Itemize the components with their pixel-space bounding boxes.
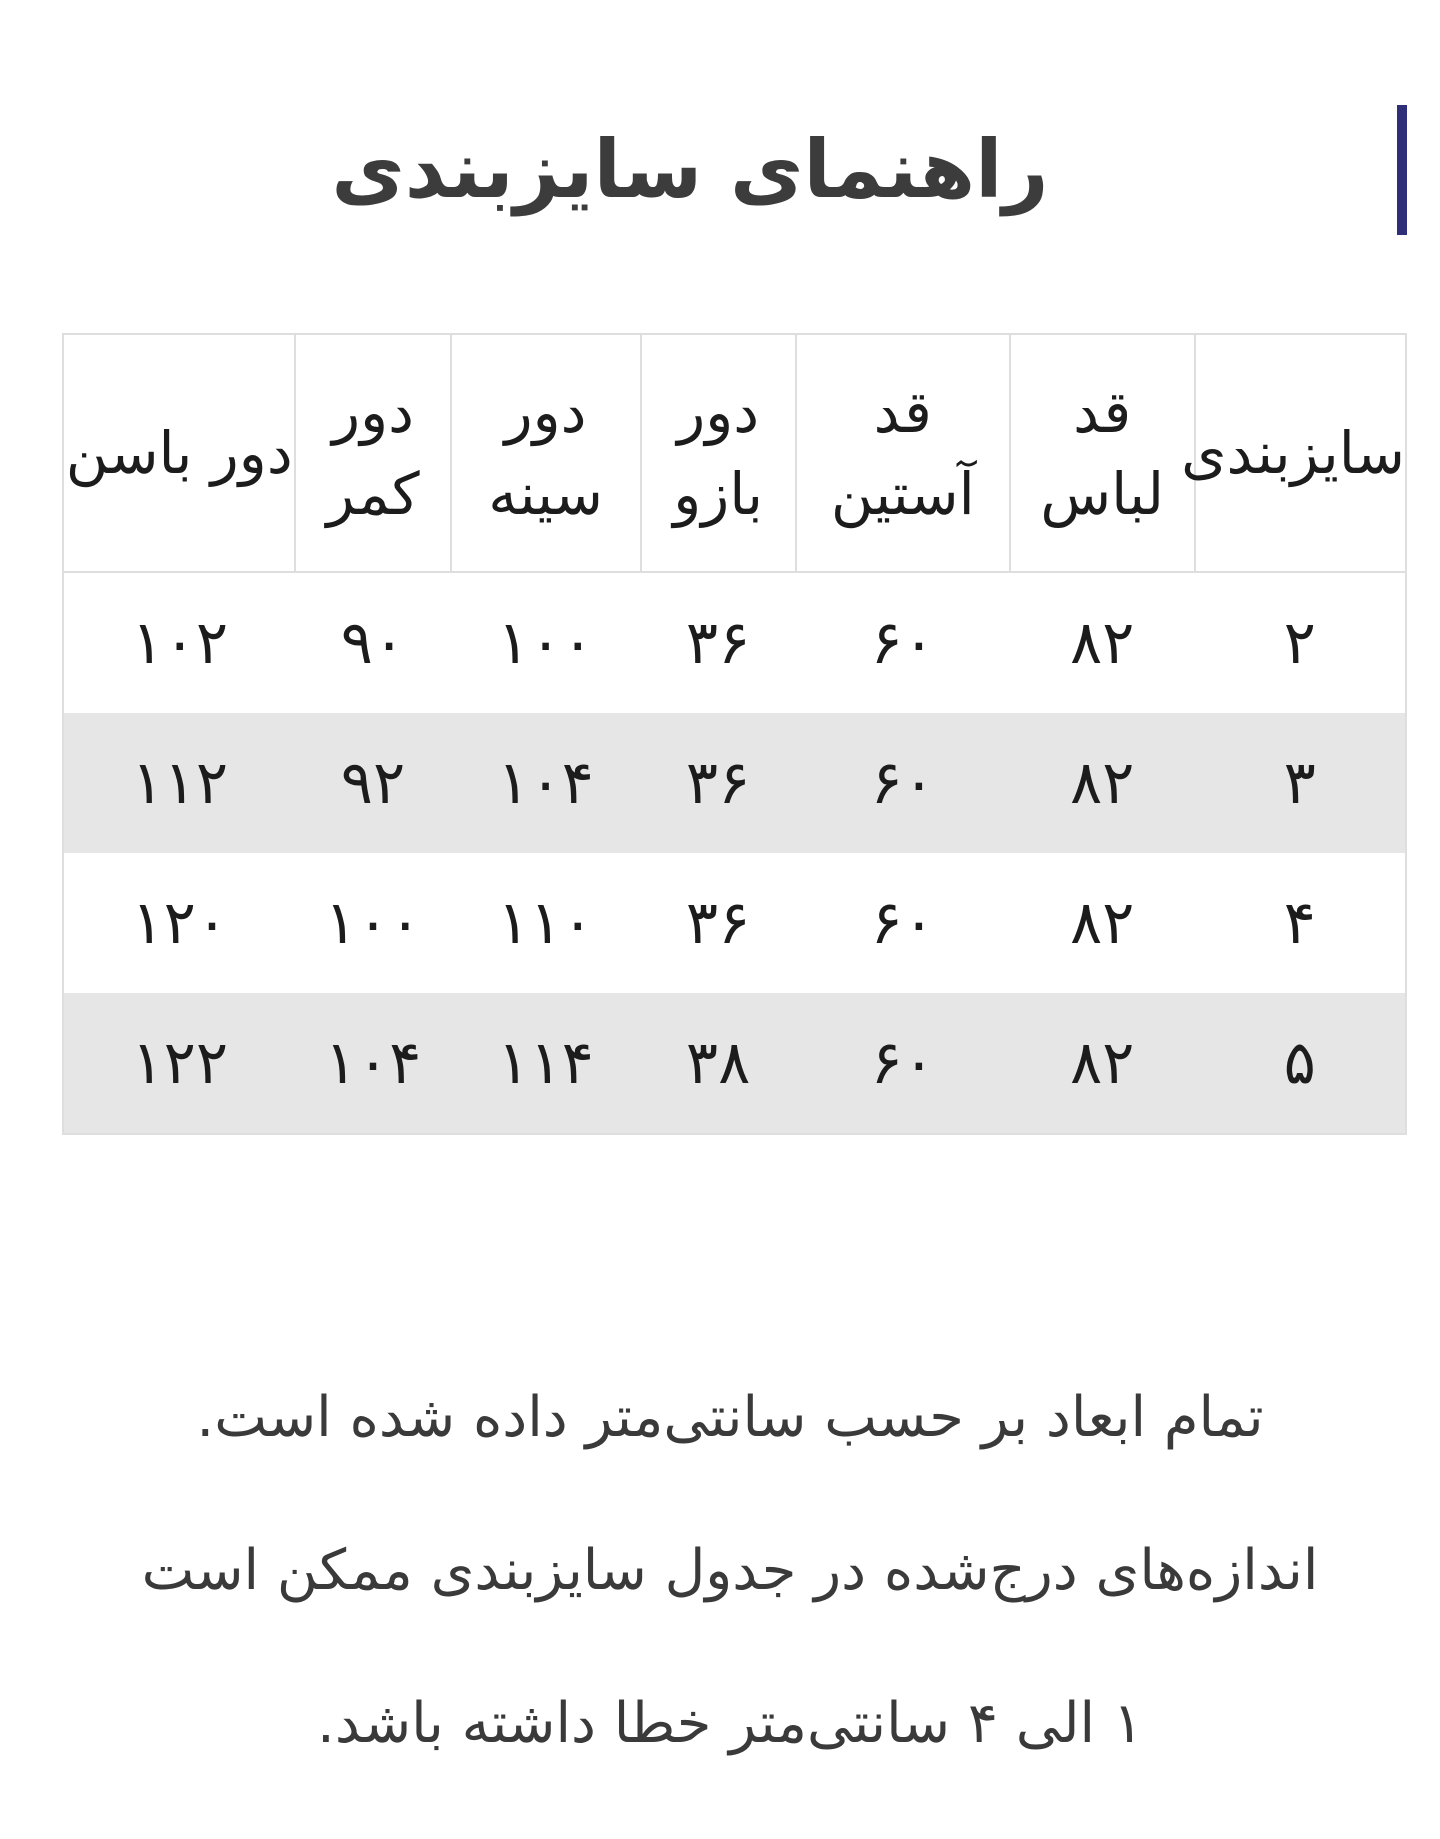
- table-cell: ۱۲۲: [63, 993, 295, 1134]
- table-cell: ۹۰: [340, 608, 406, 678]
- table-row: [63, 853, 1406, 993]
- table-cell: ۸۲: [1010, 713, 1195, 853]
- header-size: سایزبندی: [1195, 334, 1407, 572]
- table-cell: ۳۶: [685, 608, 751, 678]
- title-accent-bar: [1397, 105, 1407, 235]
- table-cell: ۴: [1195, 853, 1407, 993]
- table-cell: ۱۰۲: [63, 572, 295, 713]
- table-cell: ۱۲۰: [63, 853, 295, 993]
- table-header-row: [63, 334, 1406, 572]
- table-cell: ۶۰: [870, 888, 935, 958]
- table-cell: ۸۲: [1069, 888, 1135, 958]
- table-cell: ۱۰۰: [324, 888, 422, 958]
- table-cell: ۳: [1195, 713, 1407, 853]
- header-hip-circumference: دور باسن: [63, 334, 295, 572]
- header-garment-length: قد لباس: [1010, 334, 1195, 572]
- table-cell: ۱۱۲: [63, 713, 295, 853]
- table-cell: ۱۰۴: [451, 713, 641, 853]
- header-arm-circumference: دور بازو: [641, 334, 796, 572]
- header-chest-circumference: دور سینه: [451, 334, 641, 572]
- note-tolerance-line-1: اندازه‌های درج‌شده در جدول سایزبندی ممکن است: [141, 1538, 1319, 1603]
- page-title: راهنمای سایزبندی: [331, 123, 1049, 216]
- note-units: تمام ابعاد بر حسب سانتی‌متر داده شده است.: [196, 1385, 1264, 1450]
- table-cell: ۵: [1195, 993, 1407, 1134]
- table-cell: ۱۱۰: [497, 888, 594, 958]
- table-row: [63, 713, 1406, 853]
- table-cell: ۸۲: [1010, 993, 1195, 1134]
- table-row: [63, 572, 1406, 713]
- table-cell: ۳۸: [641, 993, 796, 1134]
- table-cell: ۶۰: [796, 713, 1010, 853]
- table-cell: ۱۱۴: [451, 993, 641, 1134]
- table-cell: ۲: [1195, 572, 1407, 713]
- header-waist-circumference: دور کمر: [295, 334, 450, 572]
- header-sleeve-length: قد آستین: [796, 334, 1010, 572]
- size-notes: [40, 1380, 1420, 1839]
- table-cell: ۱۰۰: [497, 608, 594, 678]
- table-cell: ۶۰: [870, 608, 935, 678]
- table-cell: ۶۰: [796, 993, 1010, 1134]
- table-cell: ۳۶: [685, 888, 751, 958]
- table-cell: ۹۲: [295, 713, 450, 853]
- size-chart-table: [62, 333, 1407, 1135]
- note-tolerance-line-2: ۱ الی ۴ سانتی‌متر خطا داشته باشد.: [317, 1691, 1143, 1756]
- table-row: [63, 993, 1406, 1134]
- table-cell: ۸۲: [1069, 608, 1135, 678]
- table-cell: ۱۰۴: [295, 993, 450, 1134]
- table-cell: ۳۶: [641, 713, 796, 853]
